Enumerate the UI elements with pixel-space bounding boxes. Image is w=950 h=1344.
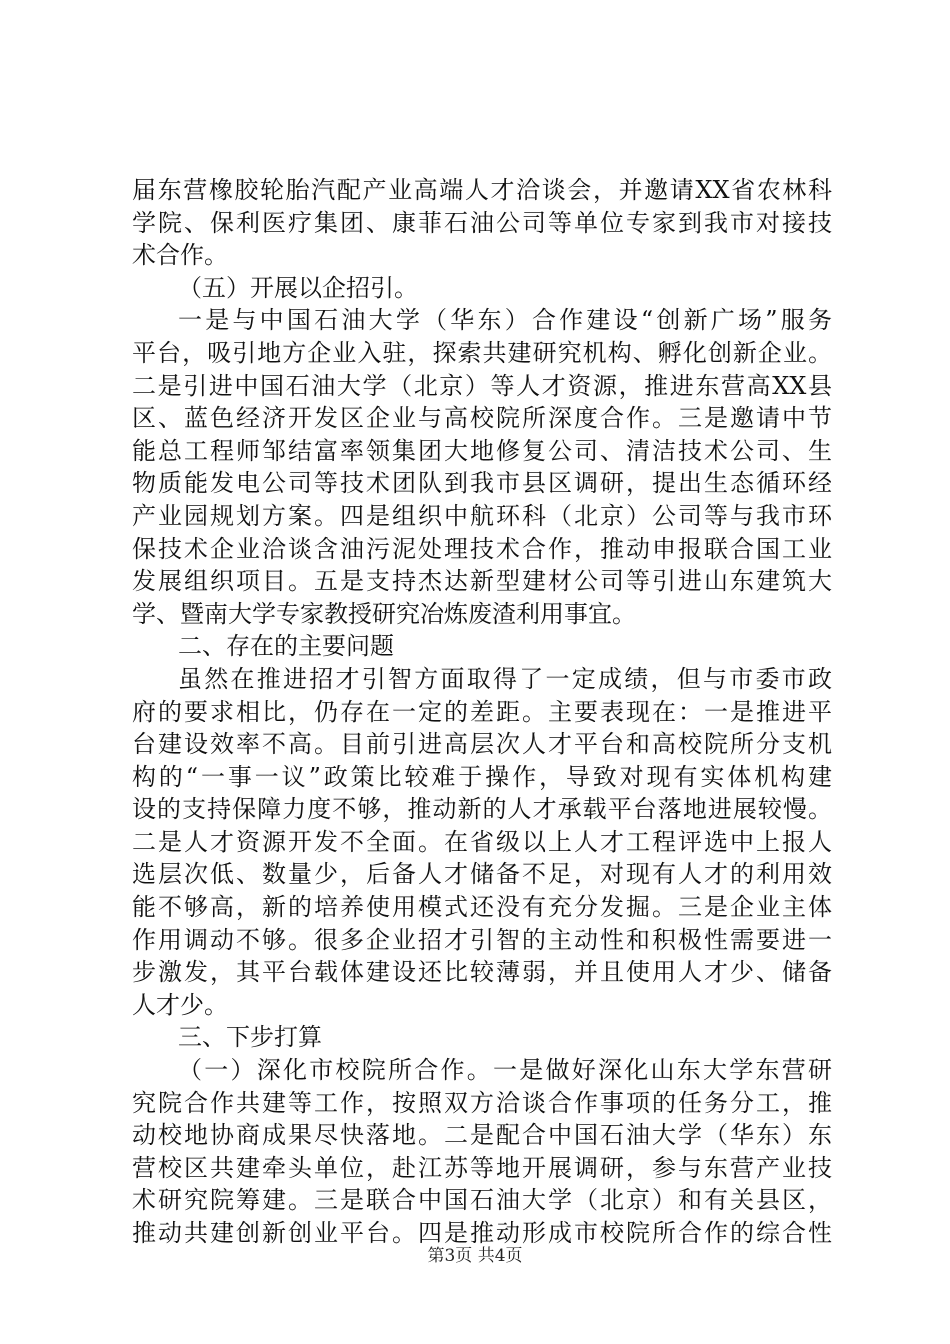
text-line: 营校区共建牵头单位，赴江苏等地开展调研，参与东营产业技 <box>132 1153 832 1182</box>
text-line: 术合作。 <box>132 241 228 270</box>
text-line: 保技术企业洽谈含油污泥处理技术合作，推动申报联合国工业 <box>132 534 832 563</box>
text-line: 发展组织项目。五是支持杰达新型建材公司等引进山东建筑大 <box>132 567 832 596</box>
text-line: 一是与中国石油大学（华东）合作建设“创新广场”服务 <box>178 306 832 335</box>
text-line: （五）开展以企招引。 <box>178 273 418 302</box>
text-line: 选层次低、数量少，后备人才储备不足，对现有人才的利用效 <box>132 860 832 889</box>
text-line: 学院、保利医疗集团、康菲石油公司等单位专家到我市对接技 <box>132 208 832 237</box>
text-line: 作用调动不够。很多企业招才引智的主动性和积极性需要进一 <box>132 925 832 954</box>
text-line: 能总工程师邹结富率领集团大地修复公司、清洁技术公司、生 <box>132 436 832 465</box>
text-line: 能不够高，新的培养使用模式还没有充分发掘。三是企业主体 <box>132 893 832 922</box>
text-line: 推动共建创新创业平台。四是推动形成市校院所合作的综合性 <box>132 1219 832 1247</box>
text-line: 学、暨南大学专家教授研究冶炼废渣利用事宜。 <box>132 599 636 628</box>
text-line: 究院合作共建等工作，按照双方洽谈合作事项的任务分工，推 <box>132 1088 832 1117</box>
text-line: 届东营橡胶轮胎汽配产业高端人才洽谈会，并邀请XX省农林科 <box>132 176 832 204</box>
text-line: 物质能发电公司等技术团队到我市县区调研，提出生态循环经 <box>132 469 832 498</box>
text-line: 动校地协商成果尽快落地。二是配合中国石油大学（华东）东 <box>132 1121 832 1150</box>
text-line: 区、蓝色经济开发区企业与高校院所深度合作。三是邀请中节 <box>132 404 832 433</box>
text-line: 虽然在推进招才引智方面取得了一定成绩，但与市委市政 <box>178 664 832 693</box>
text-line: 平台，吸引地方企业入驻，探索共建研究机构、孵化创新企业。 <box>132 338 832 367</box>
text-line: 台建设效率不高。目前引进高层次人才平台和高校院所分支机 <box>132 730 832 759</box>
text-line: 二、存在的主要问题 <box>178 632 394 661</box>
page-footer: 第3页 共4页 <box>427 1246 523 1266</box>
text-line: （一）深化市校院所合作。一是做好深化山东大学东营研 <box>178 1056 832 1085</box>
text-line: 二是引进中国石油大学（北京）等人才资源，推进东营高XX县 <box>132 371 832 400</box>
document-body <box>132 174 832 1250</box>
text-line: 构的“一事一议”政策比较难于操作，导致对现有实体机构建 <box>132 762 832 791</box>
text-line: 人才少。 <box>132 990 228 1019</box>
text-line: 府的要求相比，仍存在一定的差距。主要表现在：一是推进平 <box>132 697 832 726</box>
text-line: 产业园规划方案。四是组织中航环科（北京）公司等与我市环 <box>132 501 832 530</box>
text-line: 步激发，其平台载体建设还比较薄弱，并且使用人才少、储备 <box>132 958 832 987</box>
text-line: 二是人才资源开发不全面。在省级以上人才工程评选中上报人 <box>132 827 832 856</box>
text-line: 三、下步打算 <box>178 1023 322 1052</box>
text-line: 术研究院筹建。三是联合中国石油大学（北京）和有关县区， <box>132 1186 832 1215</box>
text-line: 设的支持保障力度不够，推动新的人才承载平台落地进展较慢。 <box>132 795 832 824</box>
